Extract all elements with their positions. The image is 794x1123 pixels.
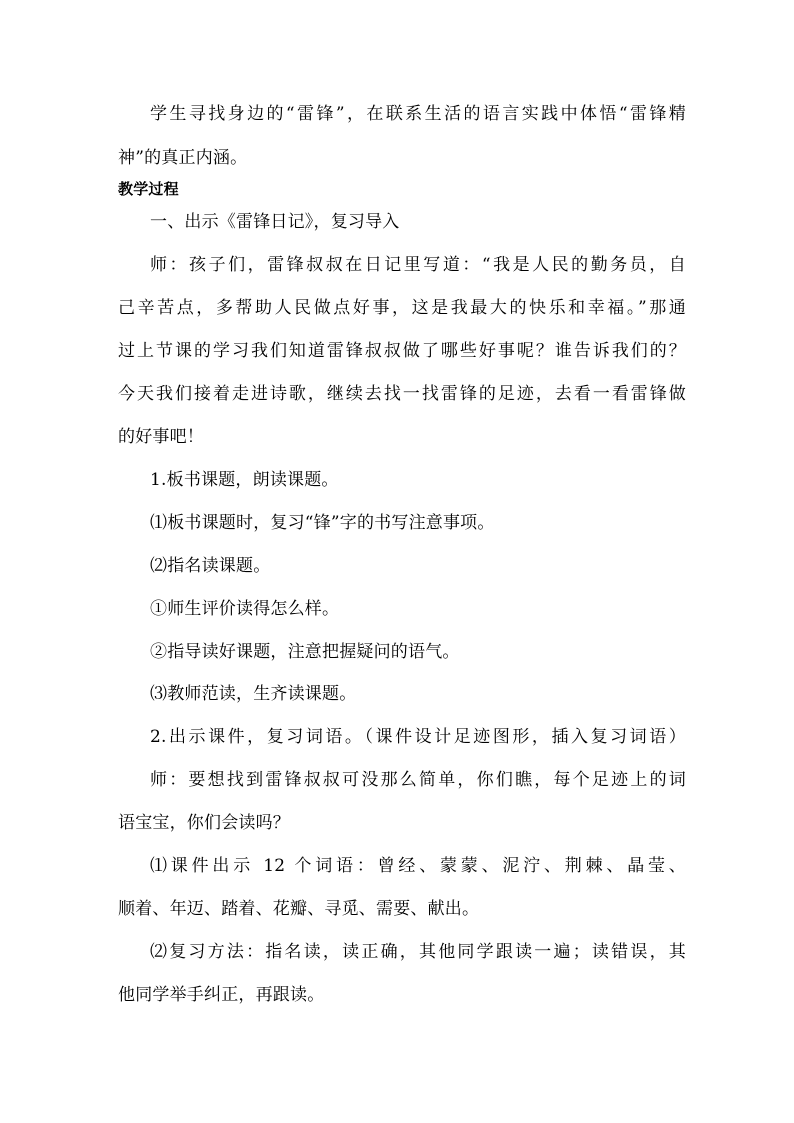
paragraph-line: 学生寻找身边的“雷锋”，在联系生活的语言实践中体悟“雷锋精 bbox=[150, 104, 686, 124]
section-heading: 教学过程 bbox=[118, 180, 179, 198]
paragraph-line: 神”的真正内涵。 bbox=[118, 148, 248, 168]
paragraph-line: 语宝宝，你们会读吗？ bbox=[118, 813, 290, 833]
paragraph-line: 他同学举手纠正，再跟读。 bbox=[118, 985, 325, 1005]
list-item: ⑵复习方法：指名读，读正确，其他同学跟读一遍；读错误，其 bbox=[150, 942, 686, 962]
paragraph-line: 己辛苦点，多帮助人民做点好事，这是我最大的快乐和幸福。”那通 bbox=[118, 298, 686, 318]
paragraph-line: 的好事吧！ bbox=[118, 427, 204, 447]
paragraph-line: 顺着、年迈、踏着、花瓣、寻觅、需要、献出。 bbox=[118, 899, 480, 919]
list-item: ⑵指名读课题。 bbox=[150, 556, 271, 576]
paragraph-line: 过上节课的学习我们知道雷锋叔叔做了哪些好事呢？谁告诉我们的？ bbox=[118, 341, 686, 361]
list-item: ②指导读好课题，注意把握疑问的语气。 bbox=[150, 642, 460, 662]
paragraph-line: 师：要想找到雷锋叔叔可没那么简单，你们瞧，每个足迹上的词 bbox=[150, 770, 686, 790]
list-item: ⑶教师范读，生齐读课题。 bbox=[150, 684, 357, 704]
list-item: ⑴板书课题时，复习“锋”字的书写注意事项。 bbox=[150, 513, 495, 533]
list-item: 1.板书课题，朗读课题。 bbox=[150, 470, 339, 490]
paragraph-line: 今天我们接着走进诗歌，继续去找一找雷锋的足迹，去看一看雷锋做 bbox=[118, 384, 686, 404]
list-item: ⑴课件出示 12 个词语：曾经、蒙蒙、泥泞、荆棘、晶莹、 bbox=[150, 856, 686, 876]
list-item: ①师生评价读得怎么样。 bbox=[150, 599, 340, 619]
list-item: 2.出示课件，复习词语。（课件设计足迹图形，插入复习词语） bbox=[150, 727, 686, 747]
subsection-heading: 一、出示《雷锋日记》，复习导入 bbox=[150, 212, 400, 232]
paragraph-line: 师：孩子们，雷锋叔叔在日记里写道：“我是人民的勤务员，自 bbox=[150, 255, 686, 275]
